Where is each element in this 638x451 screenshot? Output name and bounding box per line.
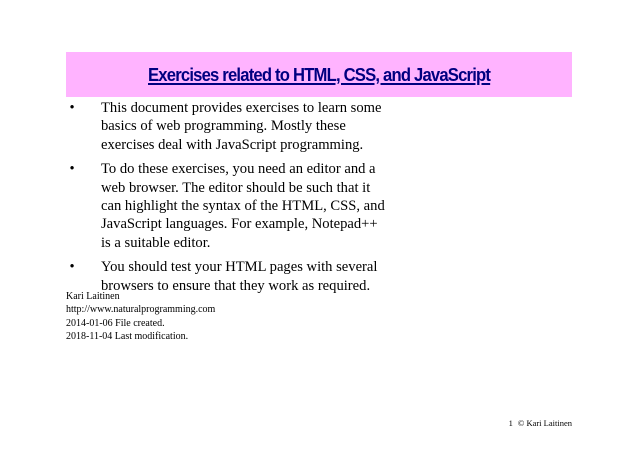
- bullet-list: [66, 99, 386, 301]
- bullet-item: [66, 160, 386, 251]
- bullet-dot-icon: •: [69, 161, 75, 178]
- bullet-dot-icon: •: [69, 259, 75, 276]
- page-number: 1: [508, 418, 513, 428]
- title-banner: [66, 52, 572, 97]
- bullet-text: You should test your HTML pages with several browsers to ensure that they work as required.: [101, 259, 378, 294]
- document-info: [66, 290, 215, 344]
- modified-date: 2018-11-04 Last modification.: [66, 331, 189, 343]
- bullet-text: This document provides exercises to learn some basics of web programming. Mostly these exercises deal with JavaScript programming.: [101, 100, 382, 153]
- bullet-dot-icon: •: [69, 100, 75, 116]
- copyright-notice: © Kari Laitinen: [517, 418, 572, 428]
- created-date: 2014-01-06 File created.: [66, 317, 165, 329]
- page-footer: [509, 418, 572, 428]
- bullet-text: To do these exercises, you need an editor and a web browser. The editor should be such that it can highlight the syntax of the HTML, CSS, and JavaScript languages. For example, Notepad++ is a suitable editor.: [101, 161, 385, 251]
- bullet-item: [66, 99, 386, 154]
- author-name: Kari Laitinen: [66, 291, 120, 302]
- slide-title: Exercises related to HTML, CSS, and JavaScript: [147, 63, 491, 85]
- website-url: http://www.naturalprogramming.com: [66, 304, 216, 316]
